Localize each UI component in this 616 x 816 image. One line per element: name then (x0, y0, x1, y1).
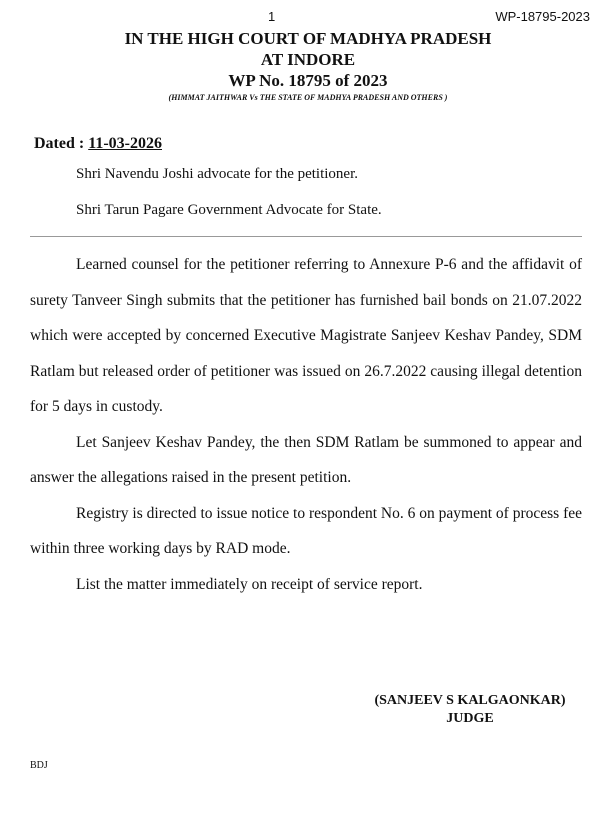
divider (30, 236, 582, 237)
court-bench: AT INDORE (260, 50, 356, 69)
order-body (30, 247, 582, 602)
order-paragraph: Registry is directed to issue notice to respondent No. 6 on payment of process fee within three working days by RAD mode. (30, 504, 582, 557)
court-name: IN THE HIGH COURT OF MADHYA PRADESH (124, 29, 492, 48)
appearance-state: Shri Tarun Pagare Government Advocate for State. (76, 202, 382, 218)
page-number: 1 (268, 9, 276, 24)
case-reference: WP-18795-2023 (495, 9, 590, 24)
order-paragraph: Let Sanjeev Keshav Pandey, the then SDM Ratlam be summoned to appear and answer the allegations raised in the present petition. (30, 433, 582, 486)
judge-name: (SANJEEV S KALGAONKAR) (374, 693, 566, 708)
judge-title: JUDGE (446, 711, 494, 726)
court-header (0, 28, 616, 104)
petition-number: WP No. 18795 of 2023 (228, 71, 388, 90)
judge-signature-block (370, 692, 570, 728)
order-paragraph: Learned counsel for the petitioner referring to Annexure P-6 and the affidavit of surety Tanveer Singh submits that the petitioner has furnished bail bonds on 21.07.2022 which were accepted by concerned Executive Magistrate Sanjeev Keshav Pandey, SDM Ratlam but released order of petitioner was issued on 26.7.2022 causing illegal detention for 5 days in custody. (30, 256, 582, 415)
date-label: Dated : (34, 135, 89, 152)
case-parties: (HIMMAT JAITHWAR Vs THE STATE OF MADHYA PRADESH AND OTHERS ) (168, 93, 448, 102)
date-value: 11-03-2026 (88, 135, 162, 152)
order-paragraph: List the matter immediately on receipt of service report. (76, 575, 423, 593)
typist-initials: BDJ (30, 760, 48, 771)
appearance-petitioner: Shri Navendu Joshi advocate for the petitioner. (76, 166, 359, 182)
order-date (34, 135, 162, 153)
